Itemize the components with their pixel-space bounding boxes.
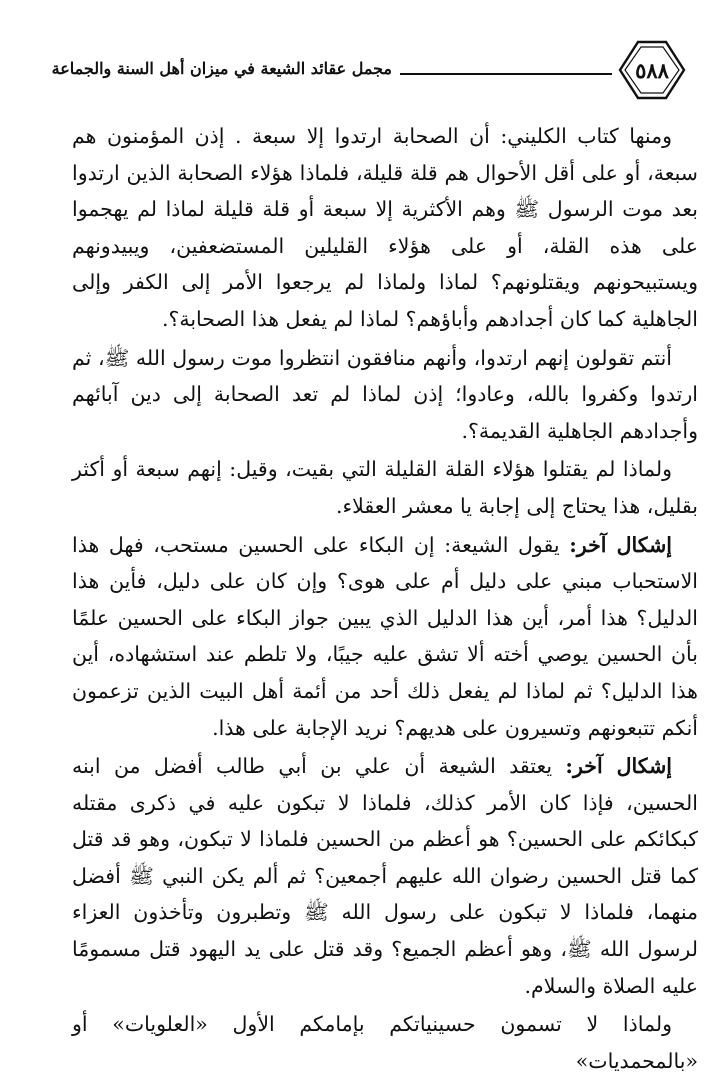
paragraph-text: يقول الشيعة: إن البكاء على الحسين مستحب، فهل هذا الاستحباب مبني على دليل أم على هوى؟ وإن كان على دليل، فأين هذا الدليل؟ هذا أمر، أين هذا الدليل الذي يبين جواز البكاء على الحسين علمًا بأن الحسين يوصي أخته ألا تشق عليه جيبًا، ولا تلطم عند استشهاده، أين هذا الدليل؟ ثم لماذا لم يفعل ذلك أحد من أئمة أهل البيت الذين تزعمون أنكم تتبعونهم وتسيرون على هديهم؟ نريد الإجابة على هذا. bbox=[72, 532, 698, 740]
paragraph-text: يعتقد الشيعة أن علي بن أبي طالب أفضل من ابنه الحسين، فإذا كان الأمر كذلك، فلماذا لا تبكون عليه في ذكرى مقتله كبكائكم على الحسين؟ هو أعظم من الحسين فلماذا لا تبكون، وهو قد قتل كما قتل الحسين رضوان الله عليهم أجمعين؟ ثم ألم يكن النبي ﷺ أفضل منهما، فلماذا لا تبكون على رسول الله ﷺ وتطبرون وتأخذون العزاء لرسول الله ﷺ، وهو أعظم الجميع؟ وقد قتل على يد اليهود قتل مسمومًا عليه الصلاة والسلام. bbox=[72, 754, 698, 998]
page-number: ٥٨٨ bbox=[635, 58, 669, 83]
paragraph-4 bbox=[72, 527, 698, 747]
running-title: مجمل عقائد الشيعة في ميزان أهل السنة والجماعة bbox=[51, 59, 392, 78]
paragraph-5 bbox=[72, 748, 698, 1004]
page-number-badge bbox=[614, 38, 690, 102]
paragraph-lead: إشكال آخر: bbox=[565, 754, 672, 779]
paragraph-text: ولماذا لم يقتلوا هؤلاء القلة القليلة التي بقيت، وقيل: إنهم سبعة أو أكثر بقليل، هذا يحتاج إلى إجابة يا معشر العقلاء. bbox=[72, 457, 698, 518]
paragraph-text: ولماذا لا تسمون حسينياتكم بإمامكم الأول «العلويات» أو «بالمحمديات» bbox=[72, 1012, 698, 1073]
page-header bbox=[51, 38, 690, 102]
paragraph-text: ومنها كتاب الكليني: أن الصحابة ارتدوا إلا سبعة . إذن المؤمنون هم سبعة، أو على أقل الأحوال هم قلة قليلة، فلماذا هؤلاء الصحابة الذين ارتدوا بعد موت الرسول ﷺ وهم الأكثرية إلا سبعة أو قلة قليلة لماذا لم يهجموا على هذه القلة، أو على هؤلاء القليلين المستضعفين، ويبيدونهم ويستبيحونهم ويقتلونهم؟ لماذا ولماذا لم يرجعوا الأمر إلى الكفر وإلى الجاهلية كما كان أجدادهم وأباؤهم؟ لماذا لم يفعل هذا الصحابة؟. bbox=[72, 124, 698, 331]
paragraph-1 bbox=[72, 118, 698, 338]
header-rule bbox=[400, 73, 612, 75]
paragraph-6 bbox=[72, 1006, 698, 1079]
paragraph-lead: إشكال آخر: bbox=[569, 532, 673, 557]
paragraph-text: أنتم تقولون إنهم ارتدوا، وأنهم منافقون انتظروا موت رسول الله ﷺ، ثم ارتدوا وكفروا بالله، وعادوا؛ إذن لماذا لم تعد الصحابة إلى دين آبائهم وأجدادهم الجاهلية القديمة؟. bbox=[72, 345, 698, 443]
page-body bbox=[72, 118, 698, 1079]
paragraph-2 bbox=[72, 340, 698, 450]
paragraph-3 bbox=[72, 451, 698, 524]
